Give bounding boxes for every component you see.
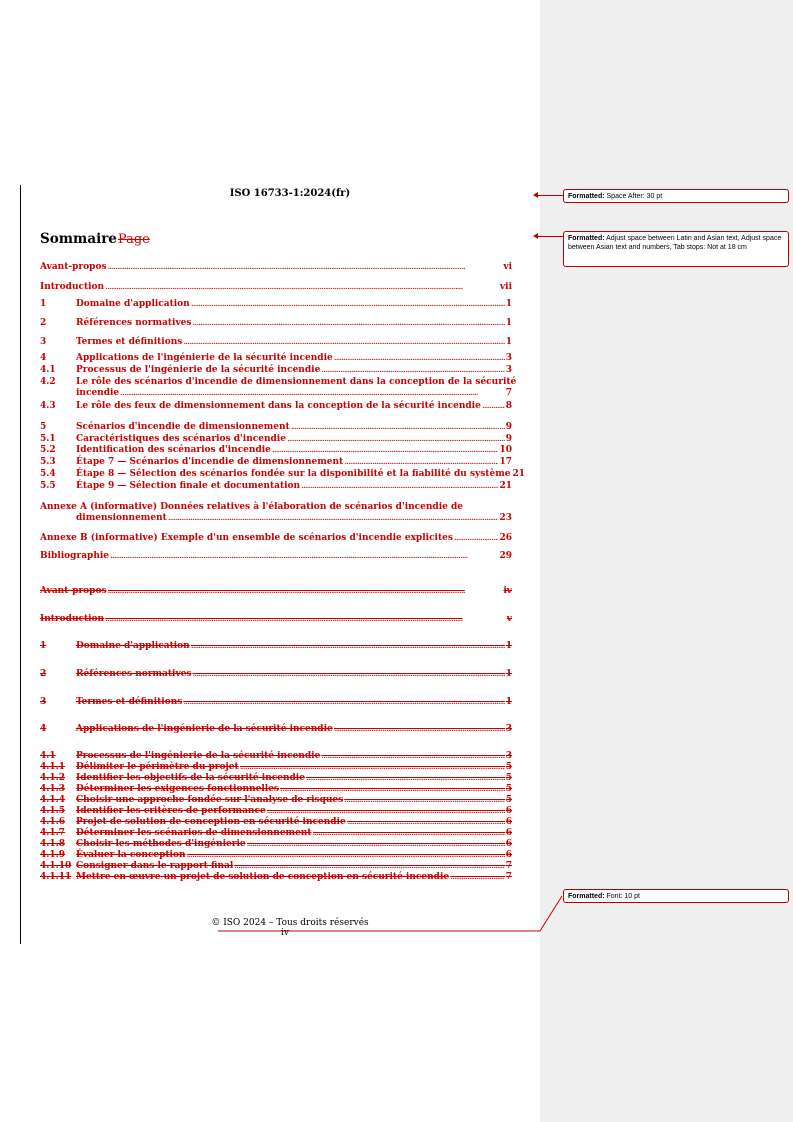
toc-entry-title: Avant-propos xyxy=(40,586,107,596)
toc-entry-title: Projet de solution de conception en sécurité incendie xyxy=(76,817,346,827)
toc-entry-page: 9 xyxy=(505,422,512,432)
toc-entry[interactable] xyxy=(40,533,512,544)
toc-leader-dots xyxy=(272,445,499,456)
toc-entry-title: Bibliographie xyxy=(40,551,110,561)
toc-entry-number: 4 xyxy=(40,353,47,363)
toc-entry-number: 5.1 xyxy=(40,434,56,444)
toc-entry[interactable] xyxy=(40,401,512,412)
toc-entry-title: Références normatives xyxy=(76,669,192,679)
toc-entry-title: Domaine d'application xyxy=(76,641,190,651)
toc-entry[interactable] xyxy=(40,434,512,445)
toc-entry-page: 21 xyxy=(499,481,512,491)
toc-entry-title: Termes et définitions xyxy=(76,697,183,707)
toc-entry[interactable] xyxy=(40,669,512,680)
comment-connector-1 xyxy=(537,195,563,196)
comment-text: Font: 10 pt xyxy=(606,893,640,900)
toc-entry-page: 1 xyxy=(505,697,512,707)
toc-entry[interactable] xyxy=(40,318,512,329)
toc-entry-title: Mettre en œuvre un projet de solution de conception en sécurité incendie xyxy=(76,872,450,882)
toc-entry-number: 5.3 xyxy=(40,457,56,467)
toc-entry-page: 23 xyxy=(499,513,512,523)
toc-entry-title: Introduction xyxy=(40,614,105,624)
toc-leader-dots xyxy=(280,784,505,795)
toc-leader-dots xyxy=(247,839,505,850)
toc-entry-title: Le rôle des scénarios d'incendie de dimensionnement dans la conception de la sécurité xyxy=(76,377,517,387)
toc-entry-page: 1 xyxy=(505,337,512,347)
footer-page-number: iv xyxy=(281,928,289,938)
toc-entry[interactable] xyxy=(40,762,512,773)
toc-entry-title: Applications de l'ingénierie de la sécurité incendie xyxy=(76,724,333,734)
toc-entry-title: Déterminer les exigences fonctionnelles xyxy=(76,784,279,794)
comment-balloon-2[interactable] xyxy=(563,231,789,267)
toc-entry-number: 4.1.11 xyxy=(40,872,72,882)
comment-balloon-1[interactable] xyxy=(563,189,789,203)
toc-entry-page: 5 xyxy=(505,762,512,772)
toc-leader-dots xyxy=(287,434,505,445)
toc-entry-page: 21 xyxy=(512,469,525,479)
toc-entry-page: 1 xyxy=(505,669,512,679)
toc-entry-page: 5 xyxy=(505,773,512,783)
toc-entry-title: Délimiter le périmètre du projet xyxy=(76,762,239,772)
toc-entry[interactable] xyxy=(40,365,512,376)
toc-leader-dots xyxy=(482,401,505,412)
toc-leader-dots xyxy=(105,614,506,625)
toc-entry-page: 29 xyxy=(499,551,512,561)
toc-entry-number: 4.3 xyxy=(40,401,56,411)
toc-leader-dots xyxy=(347,817,505,828)
toc-entry-page: 7 xyxy=(505,861,512,871)
toc-leader-dots xyxy=(334,353,505,364)
toc-entry-title: Identifier les critères de performance xyxy=(76,806,266,816)
comment-connector-3 xyxy=(210,870,570,940)
toc-entry-page: 6 xyxy=(505,850,512,860)
toc-entry-number: 2 xyxy=(40,318,47,328)
toc-entry-title: Introduction xyxy=(40,282,105,292)
toc-entry-page: v xyxy=(506,614,512,624)
toc-leader-dots xyxy=(191,299,505,310)
toc-leader-dots xyxy=(344,457,498,468)
toc-indent xyxy=(40,388,76,399)
toc-leader-dots xyxy=(183,337,504,348)
toc-entry-page: 5 xyxy=(505,784,512,794)
toc-leader-dots xyxy=(183,697,504,708)
toc-leader-dots xyxy=(267,806,505,817)
toc-entry-title: Le rôle des feux de dimensionnement dans la conception de la sécurité incendie xyxy=(76,401,481,411)
toc-entry-number: 3 xyxy=(40,697,47,707)
toc-entry[interactable] xyxy=(40,795,512,806)
comment-label: Formatted: xyxy=(568,193,605,200)
comment-balloon-3[interactable] xyxy=(563,889,789,903)
toc-entry-number: 4.2 xyxy=(40,377,56,387)
toc-entry-title: Déterminer les scénarios de dimensionnement xyxy=(76,828,312,838)
toc-leader-dots xyxy=(120,388,505,399)
document-header: ISO 16733-1:2024(fr) xyxy=(229,188,351,199)
toc-entry[interactable] xyxy=(40,773,512,784)
toc-entry-title-continued: dimensionnement xyxy=(76,513,167,523)
toc-entry-page: 5 xyxy=(505,795,512,805)
toc-entry-title: Processus de l'ingénierie de la sécurité incendie xyxy=(76,751,321,761)
toc-entry-page: 26 xyxy=(499,533,512,543)
toc-entry-page: 3 xyxy=(505,751,512,761)
toc-entry-number: 5.4 xyxy=(40,469,56,479)
toc-entry-page: vii xyxy=(499,282,512,292)
toc-entry[interactable] xyxy=(40,481,512,492)
toc-leader-dots xyxy=(240,762,505,773)
toc-entry-number: 4 xyxy=(40,724,47,734)
comment-text: Space After: 30 pt xyxy=(606,193,663,200)
toc-entry-page: 7 xyxy=(505,872,512,882)
toc-entry[interactable] xyxy=(40,262,512,273)
change-bar xyxy=(20,185,21,944)
toc-entry[interactable] xyxy=(40,850,512,861)
toc-entry[interactable] xyxy=(40,828,512,839)
toc-entry-title: Consigner dans le rapport final xyxy=(76,861,234,871)
toc-entry-number: 4.1.4 xyxy=(40,795,66,805)
toc-entry-number: 2 xyxy=(40,669,47,679)
toc-entry[interactable] xyxy=(40,784,512,795)
toc-entry-title-continued: incendie xyxy=(76,388,120,398)
toc-entry-title: Applications de l'ingénierie de la sécurité incendie xyxy=(76,353,333,363)
toc-entry-title: Étape 8 — Sélection des scénarios fondée sur la disponibilité et la fiabilité du système xyxy=(76,469,511,479)
toc-entry[interactable] xyxy=(40,614,512,625)
comment-connector-2 xyxy=(537,236,563,237)
toc-leader-dots xyxy=(454,533,499,544)
toc-leader-dots xyxy=(108,586,503,597)
toc-entry-title: Identifier les objectifs de la sécurité incendie xyxy=(76,773,305,783)
toc-entry-title: Étape 9 — Sélection finale et documentation xyxy=(76,481,301,491)
comment-label: Formatted: xyxy=(568,235,605,242)
toc-entry-page: 10 xyxy=(499,445,512,455)
toc-entry-title: Termes et définitions xyxy=(76,337,183,347)
toc-entry-number: 4.1.5 xyxy=(40,806,66,816)
toc-entry-title: Annexe A (informative) Données relatives à l'élaboration de scénarios d'incendie de xyxy=(40,502,464,512)
toc-entry-title: Domaine d'application xyxy=(76,299,190,309)
toc-entry-number: 5.5 xyxy=(40,481,56,491)
toc-entry-page: 7 xyxy=(505,388,512,398)
footer-copyright: © ISO 2024 – Tous droits réservés xyxy=(211,918,369,928)
toc-entry[interactable] xyxy=(40,751,512,762)
toc-entry[interactable] xyxy=(40,697,512,708)
toc-leader-dots xyxy=(334,724,505,735)
toc-entry-title: Choisir une approche fondée sur l'analyse de risques xyxy=(76,795,344,805)
comment-text: Adjust space between Latin and Asian text, Adjust space between Asian text and numbers, Tab stops: Not at 18 cm xyxy=(568,235,782,251)
toc-entry-number: 4.1.8 xyxy=(40,839,66,849)
toc-entry-number: 4.1.10 xyxy=(40,861,72,871)
toc-entry-page: 17 xyxy=(499,457,512,467)
toc-entry-page: vi xyxy=(503,262,512,272)
toc-entry-number: 4.1 xyxy=(40,365,56,375)
toc-entry-page: 1 xyxy=(505,299,512,309)
markup-pane xyxy=(540,0,793,1122)
toc-entry[interactable] xyxy=(40,817,512,828)
toc-entry[interactable] xyxy=(40,551,512,562)
toc-entry-title: Processus de l'ingénierie de la sécurité incendie xyxy=(76,365,321,375)
toc-leader-dots xyxy=(291,422,505,433)
toc-entry-number: 4.1.9 xyxy=(40,850,66,860)
toc-entry[interactable] xyxy=(40,299,512,310)
toc-entry[interactable] xyxy=(40,641,512,652)
toc-entry-number: 4.1.6 xyxy=(40,817,66,827)
toc-entry-page: 6 xyxy=(505,806,512,816)
toc-entry[interactable] xyxy=(40,353,512,364)
toc-entry-page: 3 xyxy=(505,724,512,734)
toc-entry-page: 6 xyxy=(505,839,512,849)
toc-entry-number: 1 xyxy=(40,641,47,651)
toc-entry[interactable] xyxy=(40,282,512,293)
toc-entry-title: Étape 7 — Scénarios d'incendie de dimensionnement xyxy=(76,457,344,467)
toc-entry[interactable] xyxy=(40,502,512,524)
toc-entry[interactable] xyxy=(40,457,512,468)
toc-entry-number: 5.2 xyxy=(40,445,56,455)
toc-leader-dots xyxy=(192,318,504,329)
toc-entry-title: Évaluer la conception xyxy=(76,850,186,860)
toc-entry-number: 4.1.2 xyxy=(40,773,66,783)
toc-entry[interactable] xyxy=(40,337,512,348)
toc-leader-dots xyxy=(321,365,504,376)
toc-entry-page: 3 xyxy=(505,353,512,363)
toc-entry-page: 9 xyxy=(505,434,512,444)
toc-title-deleted: Page xyxy=(117,232,150,247)
toc-entry-page: 1 xyxy=(505,318,512,328)
toc-leader-dots xyxy=(321,751,504,762)
toc-leader-dots xyxy=(192,669,504,680)
toc-leader-dots xyxy=(105,282,499,293)
toc-leader-dots xyxy=(168,513,499,524)
toc-leader-dots xyxy=(301,481,498,492)
toc-entry-number: 4.1.3 xyxy=(40,784,66,794)
toc-entry-title: Avant-propos xyxy=(40,262,107,272)
toc-entry-page: iv xyxy=(503,586,512,596)
toc-entry[interactable] xyxy=(40,422,512,433)
toc-title xyxy=(40,231,150,247)
toc-entry[interactable] xyxy=(40,469,525,480)
toc-entry-number: 4.1 xyxy=(40,751,56,761)
toc-entry-title: Choisir les méthodes d'ingénierie xyxy=(76,839,246,849)
toc-entry-page: 6 xyxy=(505,828,512,838)
toc-entry-number: 4.1.1 xyxy=(40,762,66,772)
toc-entry[interactable] xyxy=(40,445,512,456)
toc-leader-dots xyxy=(187,850,505,861)
toc-entry-page: 8 xyxy=(505,401,512,411)
toc-entry[interactable] xyxy=(40,839,512,850)
toc-entry-title: Scénarios d'incendie de dimensionnement xyxy=(76,422,290,432)
toc-leader-dots xyxy=(344,795,505,806)
toc-entry[interactable] xyxy=(40,586,512,597)
toc-indent xyxy=(40,513,76,524)
toc-entry[interactable] xyxy=(40,377,517,399)
toc-entry-page: 3 xyxy=(505,365,512,375)
toc-entry-number: 4.1.7 xyxy=(40,828,66,838)
toc-entry-title: Annexe B (informative) Exemple d'un ensemble de scénarios d'incendie explicites xyxy=(40,533,453,543)
toc-entry-title: Caractéristiques des scénarios d'incendie xyxy=(76,434,286,444)
toc-entry-number: 3 xyxy=(40,337,47,347)
toc-entry[interactable] xyxy=(40,724,512,735)
toc-title-text: Sommaire xyxy=(40,231,117,247)
toc-entry[interactable] xyxy=(40,806,512,817)
toc-entry-title: Références normatives xyxy=(76,318,192,328)
toc-entry-number: 5 xyxy=(40,422,47,432)
toc-entry-title: Identification des scénarios d'incendie xyxy=(76,445,271,455)
toc-leader-dots xyxy=(108,262,503,273)
toc-entry-page: 6 xyxy=(505,817,512,827)
toc-leader-dots xyxy=(306,773,505,784)
toc-leader-dots xyxy=(191,641,505,652)
toc-leader-dots xyxy=(110,551,498,562)
toc-entry-page: 1 xyxy=(505,641,512,651)
comment-label: Formatted: xyxy=(568,893,605,900)
toc-leader-dots xyxy=(313,828,505,839)
toc-entry-number: 1 xyxy=(40,299,47,309)
